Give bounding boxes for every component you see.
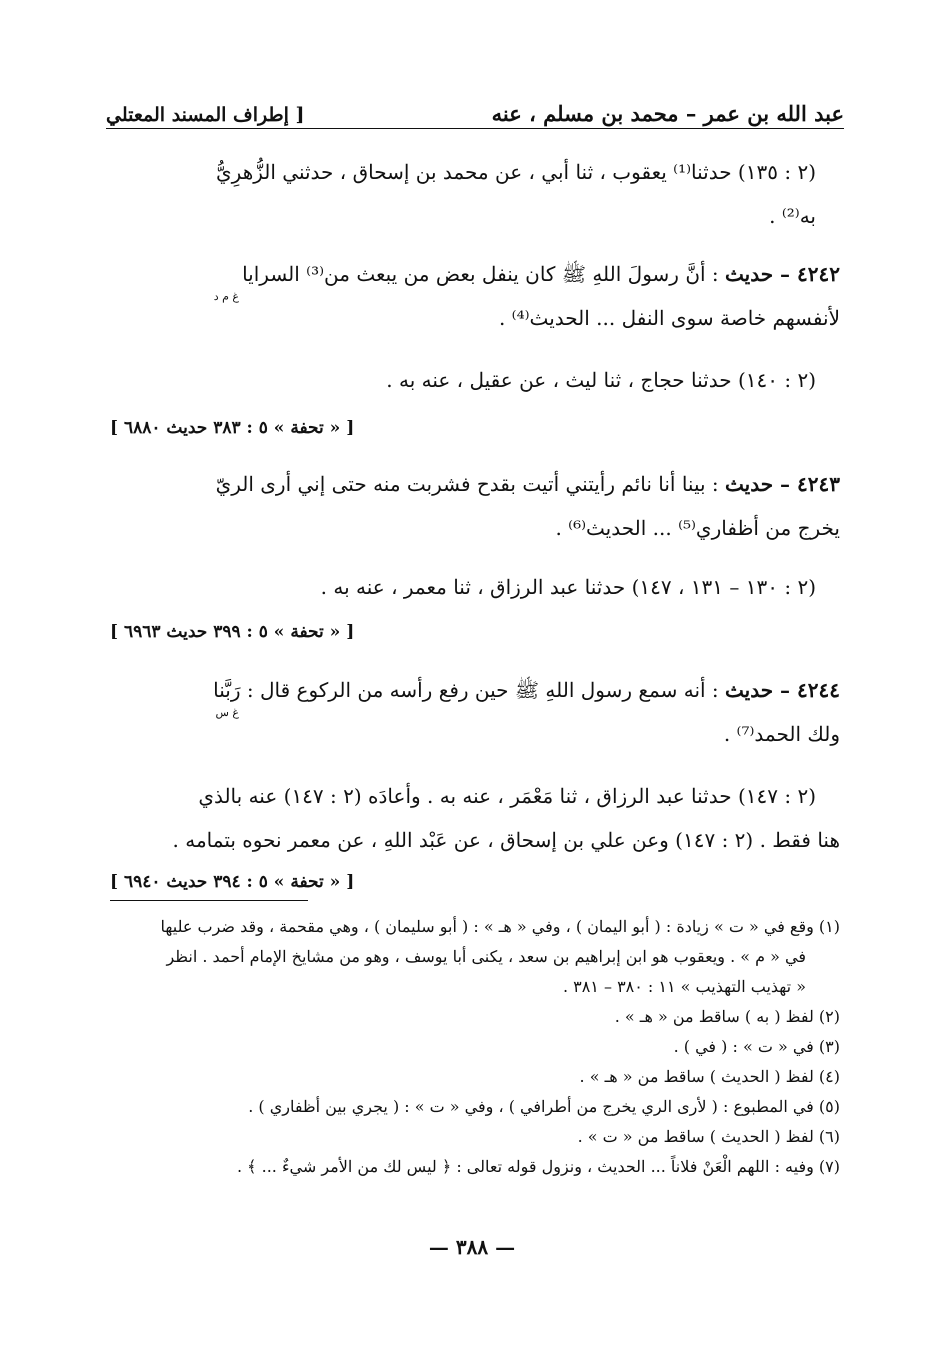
hadith-4244-tuhfa: [ « تحفة » ٥ : ٣٩٤ حديث ٦٩٤٠ ] — [110, 872, 355, 892]
footnote-7: (٧) وفيه : اللهم الْعَنْ فلاناً ... الحديث ، ونزول قوله تعالى : ﴿ ليس لك من الأمر شيءٌ ... ﴾ . — [237, 1157, 840, 1176]
footnote-3: (٣) في « ت » : ( في ) . — [673, 1037, 840, 1056]
hadith-4243-number: ٤٢٤٣ – حديث — [725, 472, 840, 496]
footnote-2: (٢) لفظ ( به ) ساقط من « هـ » . — [614, 1007, 840, 1026]
footnote-1-line-3: « تهذيب التهذيب » ١١ : ٣٨٠ – ٣٨١ . — [562, 977, 806, 996]
hadith-4244-chain — [106, 774, 840, 862]
hadith-4242-text-1: : أنَّ رسولَ اللهِ ﷺ كان ينفل بعض من يبعث من⁽³⁾ السرايا — [242, 262, 719, 286]
footnotes — [106, 912, 840, 1182]
footnote-4: (٤) لفظ ( الحديث ) ساقط من « هـ » . — [579, 1067, 840, 1086]
footnote-6: (٦) لفظ ( الحديث ) ساقط من « ت » . — [577, 1127, 840, 1146]
footnote-1-line-1: (١) وقع في « ت » زيادة : ( أبو اليمان ) ، وفي « هـ » : ( أبو سليمان ) ، وهي مقحمة ، وقد ضرب عليها — [160, 917, 840, 936]
footnote-separator — [110, 900, 308, 901]
hadith-4244-line-2: ولك الحمد⁽⁷⁾ . — [723, 722, 840, 746]
chain-paragraph-135 — [106, 150, 840, 238]
footnote-1-line-2: في « م » . ويعقوب هو ابن إبراهيم بن سعد ، يكنى أبا يوسف ، وهو من مشايخ الإمام أحمد . انظر — [166, 947, 806, 966]
hadith-4243 — [106, 462, 840, 550]
hadith-4244-text-1: : أنه سمع رسول اللهِ ﷺ حين رفع رأسه من الركوع قال : رَبَّنا — [213, 678, 719, 702]
hadith-4243-text-1: : بينا أنا نائم رأيتني أتيت بقدح فشربت منه حتى إني أرى الريّ — [215, 472, 719, 496]
running-header — [106, 90, 844, 126]
header-left-title: [ إطراف المسند المعتلي — [106, 104, 305, 126]
hadith-4243-line-2: يخرج من أظفاري⁽⁵⁾ ... الحديث⁽⁶⁾ . — [555, 516, 840, 540]
chain-line-1: (٢ : ١٣٥) حدثنا⁽¹⁾ يعقوب ، ثنا أبي ، عن محمد بن إسحاق ، حدثني الزُّهرِيُّ — [216, 160, 816, 184]
hadith-4243-line-1 — [106, 462, 840, 506]
chain-line-2: به⁽²⁾ . — [769, 204, 816, 228]
hadith-4242-tuhfa: [ « تحفة » ٥ : ٣٨٣ حديث ٦٨٨٠ ] — [110, 418, 355, 438]
header-right-title: عبد الله بن عمر – محمد بن مسلم ، عنه — [491, 101, 844, 126]
footnote-5: (٥) في المطبوع : ( لأرى الري يخرج من أطرافي ) ، وفي « ت » : ( يجري بين أظفاري ) . — [248, 1097, 840, 1116]
hadith-4244-chain-line-1: (٢ : ١٤٧) حدثنا عبد الرزاق ، ثنا مَعْمَر ، عنه به . وأعادَه (٢ : ١٤٧) عنه بالذي — [198, 784, 816, 808]
hadith-4244-chain-line-2: هنا فقط . (٢ : ١٤٧) وعن علي بن إسحاق ، عن عَبْد اللهِ ، عن معمر نحوه بتمامه . — [172, 828, 840, 852]
hadith-4242-line-2: لأنفسهم خاصة سوى النفل ... الحديث⁽⁴⁾ . — [498, 306, 840, 330]
hadith-4242-source-mark: غ م د — [213, 290, 239, 303]
header-rule — [106, 128, 844, 129]
hadith-4242-number: ٤٢٤٢ – حديث — [725, 262, 840, 286]
hadith-4244-source-mark: غ س — [215, 706, 239, 719]
hadith-4244-number: ٤٢٤٤ – حديث — [725, 678, 840, 702]
hadith-4243-tuhfa: [ « تحفة » ٥ : ٣٩٩ حديث ٦٩٦٣ ] — [110, 622, 355, 642]
hadith-4243-chain: (٢ : ١٣٠ – ١٣١ ، ١٤٧) حدثنا عبد الرزاق ، ثنا معمر ، عنه به . — [320, 575, 816, 599]
hadith-4242-chain: (٢ : ١٤٠) حدثنا حجاج ، ثنا ليث ، عن عقيل ، عنه به . — [386, 368, 816, 392]
page-number: — ٣٨٨ — — [428, 1235, 516, 1259]
